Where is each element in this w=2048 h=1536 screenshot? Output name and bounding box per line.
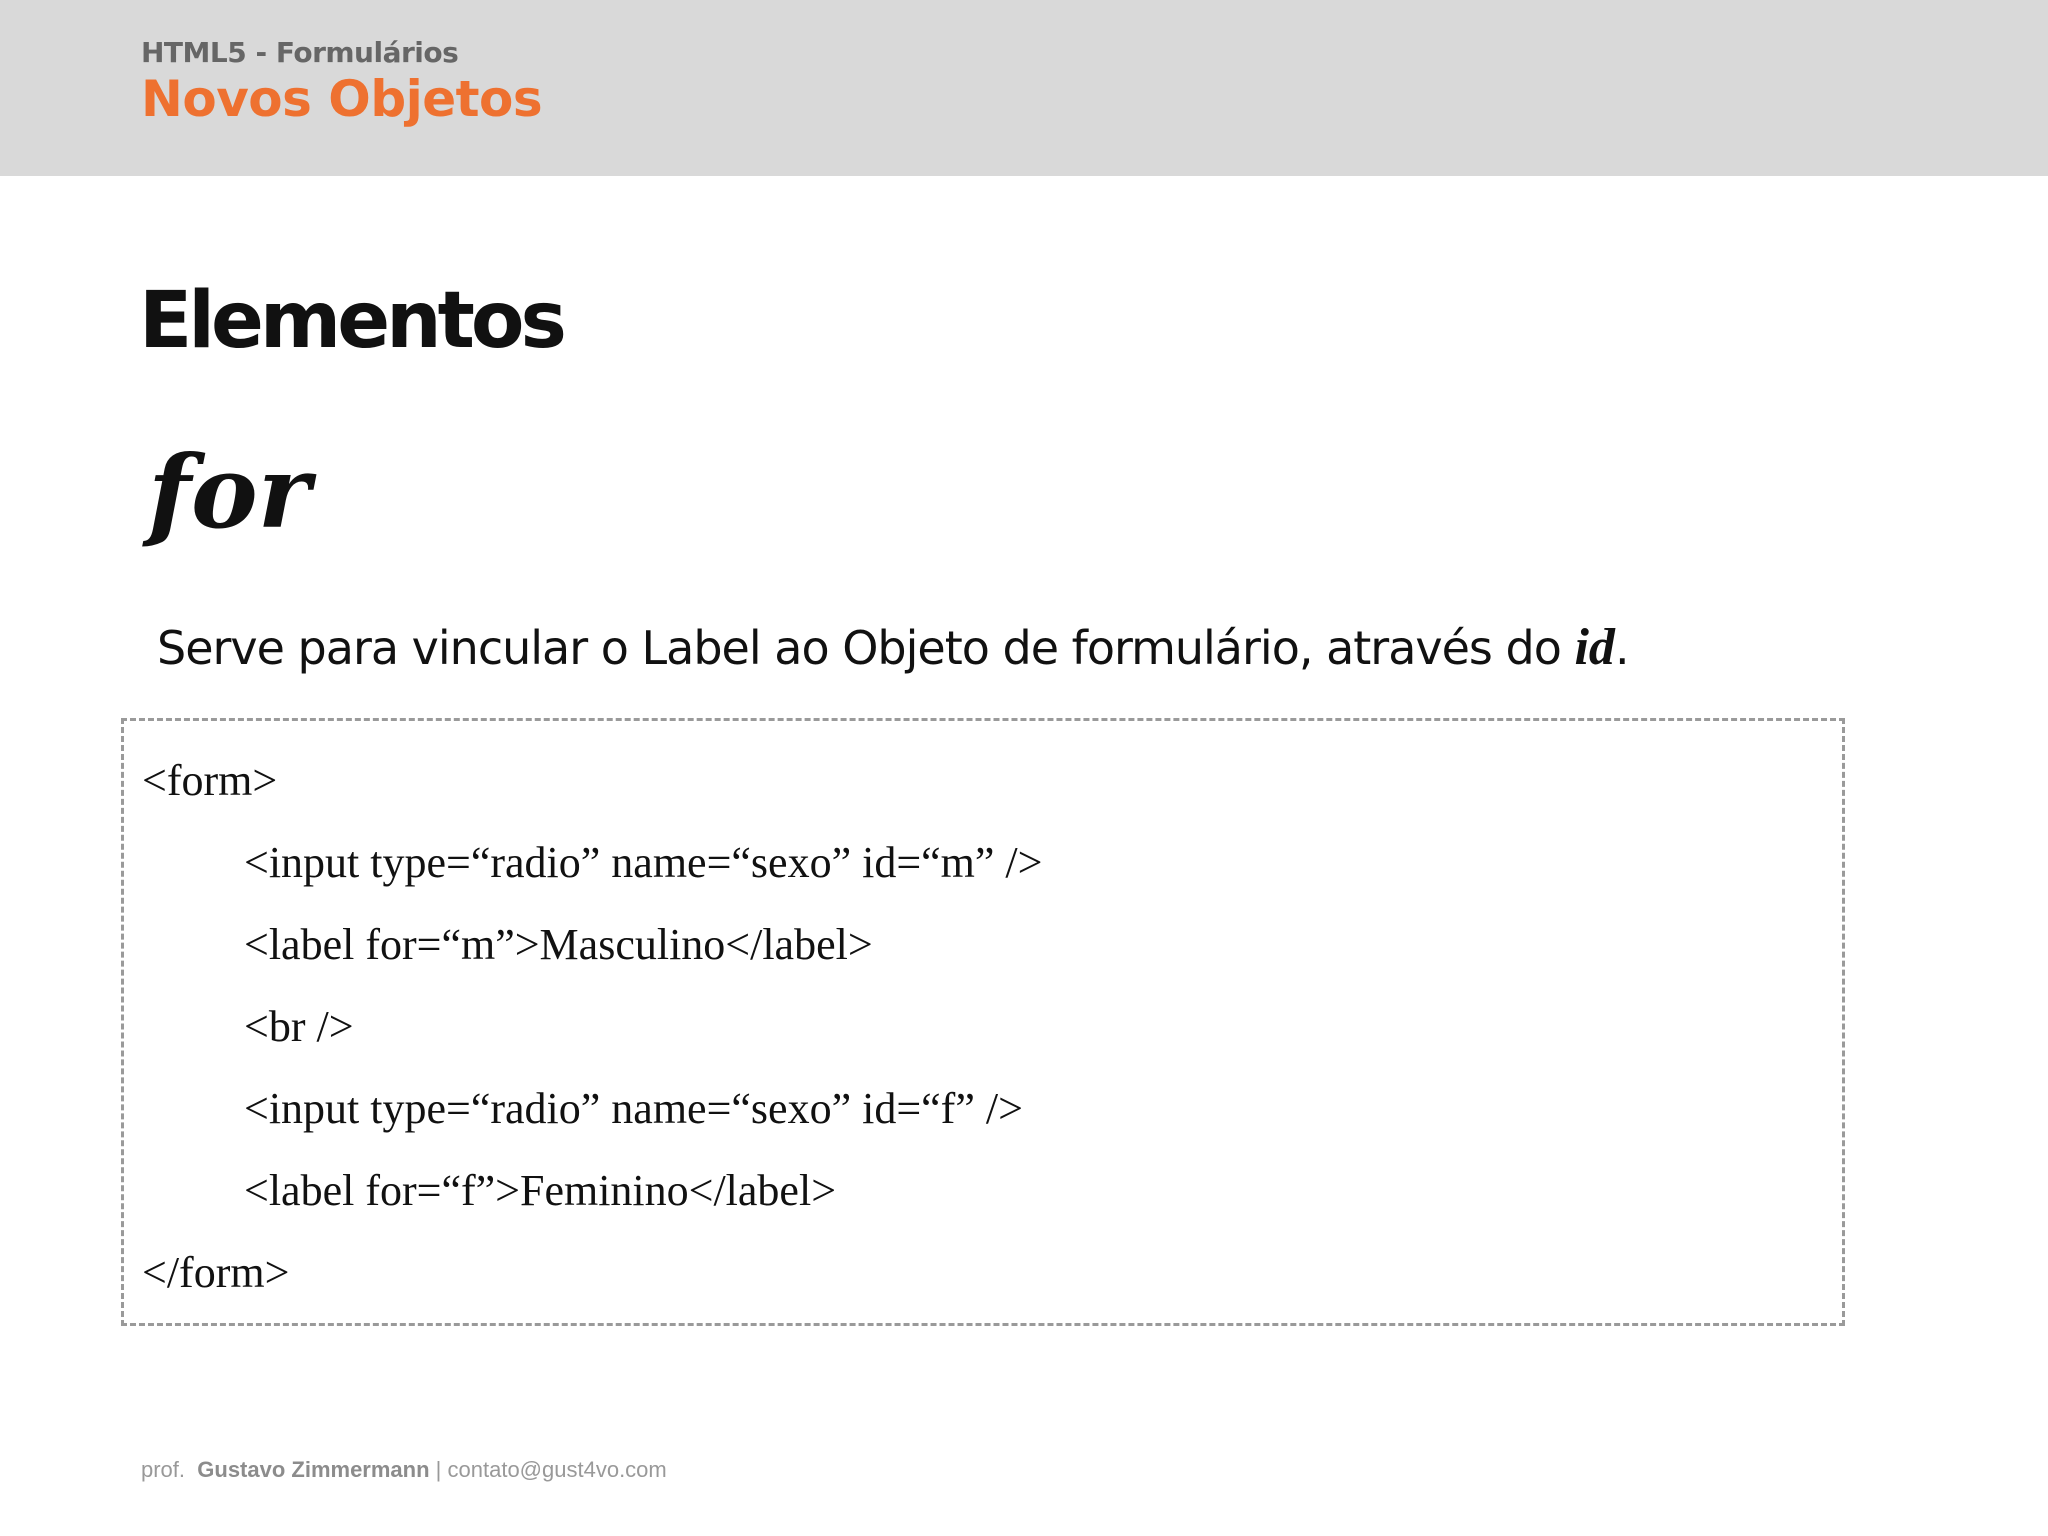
code-line: </form> xyxy=(142,1248,290,1297)
description xyxy=(157,618,1629,677)
footer-prefix: prof. xyxy=(141,1457,186,1482)
description-suffix: . xyxy=(1614,621,1629,675)
code-line: <br /> xyxy=(244,1002,354,1051)
code-line: <label for=“f”>Feminino</label> xyxy=(244,1166,837,1215)
code-line: <label for=“m”>Masculino</label> xyxy=(244,920,873,969)
slide-heading: Elementos xyxy=(139,276,563,366)
author-name: Gustavo Zimmermann xyxy=(197,1457,430,1482)
author-contact: contato@gust4vo.com xyxy=(447,1457,667,1482)
code-example-box xyxy=(121,718,1845,1326)
description-emphasis: id xyxy=(1574,619,1615,676)
description-text: Serve para vincular o Label ao Objeto de formulário, através do xyxy=(157,621,1575,675)
code-line: <input type=“radio” name=“sexo” id=“f” /> xyxy=(244,1084,1023,1133)
footer-separator: | xyxy=(435,1457,442,1482)
footer xyxy=(141,1457,667,1483)
course-title: HTML5 - Formulários xyxy=(141,36,459,69)
code-line: <input type=“radio” name=“sexo” id=“m” /> xyxy=(244,838,1043,887)
keyword-title: for xyxy=(148,433,311,551)
header-band xyxy=(0,0,2048,176)
code-line: <form> xyxy=(142,756,278,805)
section-title: Novos Objetos xyxy=(141,70,543,128)
